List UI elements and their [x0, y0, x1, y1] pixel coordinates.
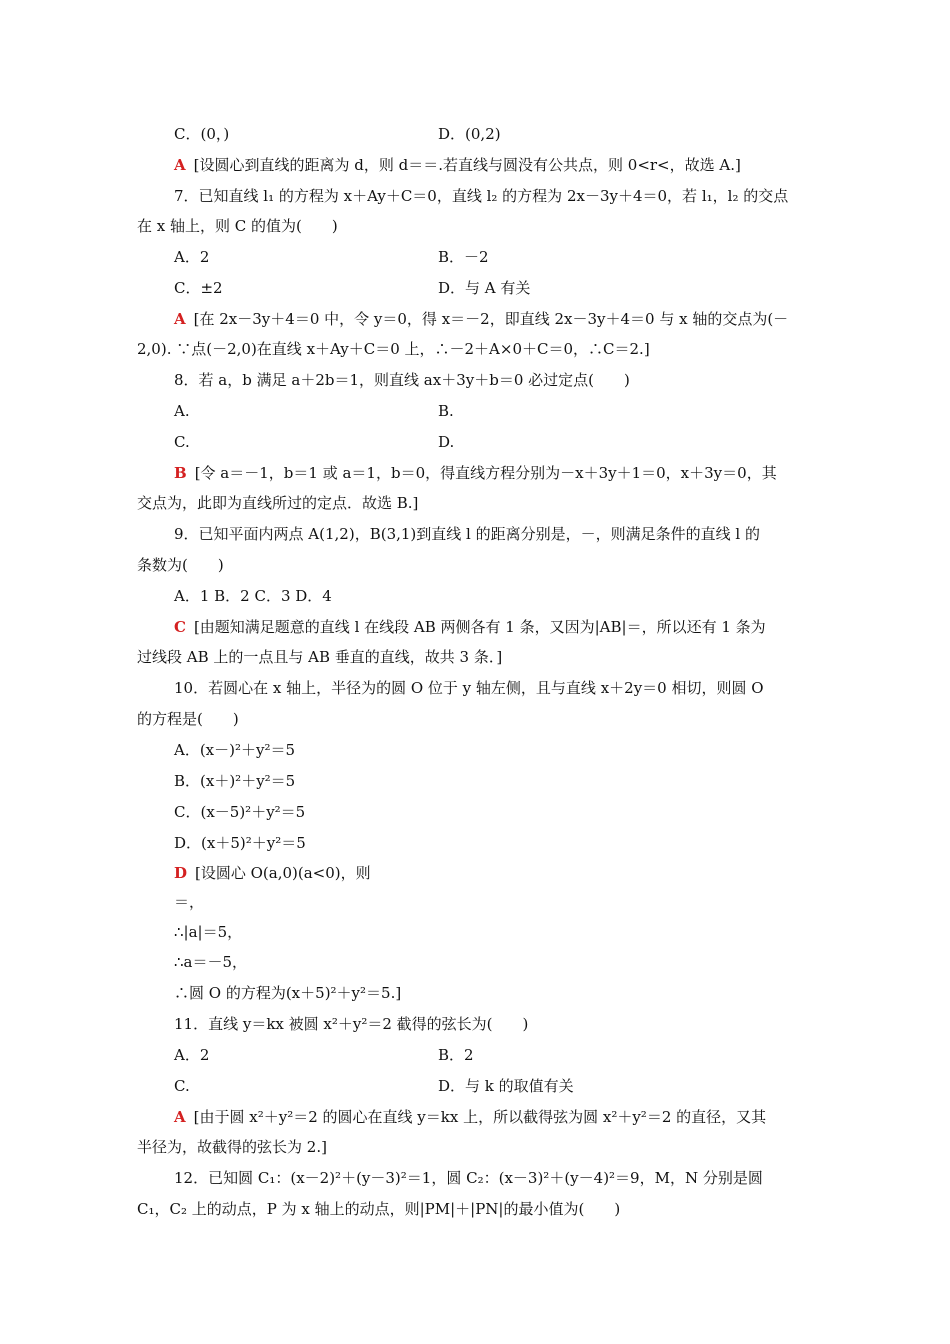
line-text: A．2 — [174, 1046, 210, 1064]
line-text: C. — [174, 433, 190, 451]
line-text: C．(0，) — [174, 125, 230, 143]
line-text: [在 2x－3y＋4＝0 中，令 y＝0，得 x＝－2，即直线 2x－3y＋4＝0 与 x 轴的交点为(－ — [193, 310, 789, 328]
answer-letter: D — [174, 864, 188, 882]
text-line — [174, 1014, 528, 1034]
text-line — [137, 647, 502, 667]
answer-letter: A — [174, 156, 186, 174]
text-line — [174, 1045, 209, 1065]
text-line — [174, 983, 401, 1003]
line-text: ∴圆 O 的方程为(x＋5)²＋y²＝5.] — [174, 984, 402, 1002]
line-text: ∴a＝－5， — [174, 953, 248, 971]
text-line — [174, 952, 247, 972]
line-text: [设圆心 O(a,0)(a<0)，则 — [195, 864, 371, 882]
answer-line — [174, 309, 788, 329]
answer-line — [174, 1107, 766, 1127]
answer-letter: A — [174, 310, 186, 328]
line-text: A. — [174, 402, 190, 420]
text-line — [174, 1076, 190, 1096]
text-line — [174, 833, 306, 853]
line-text: 在 x 轴上，则 C 的值为( ) — [137, 217, 338, 235]
line-text: C. — [174, 1077, 190, 1095]
text-line — [137, 709, 239, 729]
line-text: 2,0). ∵点(－2,0)在直线 x＋Ay＋C＝0 上，∴－2＋A×0＋C＝0，∴C＝2.] — [137, 340, 650, 358]
line-text: D．与 k 的取值有关 — [438, 1077, 574, 1095]
line-text: A．1 B．2 C．3 D．4 — [174, 587, 332, 605]
text-line — [137, 1137, 327, 1157]
text-line — [174, 892, 204, 912]
text-line — [438, 124, 501, 144]
text-line — [438, 1045, 474, 1065]
text-line — [174, 370, 630, 390]
text-line — [438, 1076, 574, 1096]
answer-line — [174, 463, 777, 483]
text-line — [438, 278, 530, 298]
line-text: 9．已知平面内两点 A(1,2)，B(3,1)到直线 l 的距离分别是，－，则满足条件的直线 l 的 — [174, 525, 760, 543]
answer-letter: A — [174, 1108, 186, 1126]
line-text: 交点为，此即为直线所过的定点．故选 B.] — [137, 494, 419, 512]
text-line — [174, 922, 242, 942]
text-line — [174, 586, 332, 606]
line-text: ∴|a|＝5， — [174, 923, 243, 941]
answer-letter: B — [174, 464, 187, 482]
line-text: D. — [438, 433, 455, 451]
line-text: [设圆心到直线的距离为 d，则 d＝＝.若直线与圆没有公共点，则 0<r<，故选 A.] — [193, 156, 741, 174]
line-text: B．－2 — [438, 248, 489, 266]
line-text: 半径为，故截得的弦长为 2.] — [137, 1138, 327, 1156]
text-line — [438, 432, 454, 452]
answer-letter: C — [174, 618, 186, 636]
line-text: C．(x－5)²＋y²＝5 — [174, 803, 306, 821]
line-text: A．2 — [174, 248, 210, 266]
line-text: 的方程是( ) — [137, 710, 239, 728]
line-text: 条数为( ) — [137, 556, 224, 574]
line-text: 过线段 AB 上的一点且与 AB 垂直的直线，故共 3 条．] — [137, 648, 503, 666]
text-line — [137, 216, 338, 236]
text-line — [174, 278, 223, 298]
text-line — [438, 401, 454, 421]
text-line — [174, 771, 295, 791]
text-line — [137, 555, 224, 575]
line-text: A．(x－)²＋y²＝5 — [174, 741, 296, 759]
line-text: 10．若圆心在 x 轴上，半径为的圆 O 位于 y 轴左侧，且与直线 x＋2y＝0 相切，则圆 O — [174, 679, 764, 697]
line-text: B．2 — [438, 1046, 474, 1064]
text-line — [137, 493, 418, 513]
text-line — [174, 186, 788, 206]
line-text: 8．若 a，b 满足 a＋2b＝1，则直线 ax＋3y＋b＝0 必过定点( ) — [174, 371, 630, 389]
text-line — [174, 524, 760, 544]
line-text: 12．已知圆 C₁：(x－2)²＋(y－3)²＝1，圆 C₂：(x－3)²＋(y－4)²＝9，M，N 分别是圆 — [174, 1169, 763, 1187]
line-text: B．(x＋)²＋y²＝5 — [174, 772, 296, 790]
text-line — [137, 1199, 620, 1219]
line-text: [令 a＝－1，b＝1 或 a＝1，b＝0，得直线方程分别为－x＋3y＋1＝0，x＋3y＝0，其 — [194, 464, 777, 482]
text-line — [137, 339, 650, 359]
answer-line — [174, 617, 766, 637]
line-text: C₁，C₂ 上的动点，P 为 x 轴上的动点，则|PM|＋|PN|的最小值为( ) — [137, 1200, 621, 1218]
text-line — [174, 401, 190, 421]
line-text: [由于圆 x²＋y²＝2 的圆心在直线 y＝kx 上，所以截得弦为圆 x²＋y²＝2 的直径，又其 — [193, 1108, 767, 1126]
line-text: [由题知满足题意的直线 l 在线段 AB 两侧各有 1 条，又因为|AB|＝，所以还有 1 条为 — [193, 618, 766, 636]
answer-line — [174, 863, 371, 883]
line-text: D．(x＋5)²＋y²＝5 — [174, 834, 306, 852]
line-text: B. — [438, 402, 454, 420]
line-text: 11．直线 y＝kx 被圆 x²＋y²＝2 截得的弦长为( ) — [174, 1015, 529, 1033]
line-text: C．±2 — [174, 279, 223, 297]
answer-line — [174, 155, 741, 175]
text-line — [438, 247, 489, 267]
line-text: 7．已知直线 l₁ 的方程为 x＋Ay＋C＝0，直线 l₂ 的方程为 2x－3y＋4＝0，若 l₁，l₂ 的交点 — [174, 187, 789, 205]
text-line — [174, 678, 764, 698]
text-line — [174, 247, 209, 267]
line-text: D．与 A 有关 — [438, 279, 531, 297]
text-line — [174, 1168, 763, 1188]
text-line — [174, 124, 229, 144]
line-text: D．(0,2) — [438, 125, 501, 143]
text-line — [174, 432, 190, 452]
text-line — [174, 740, 295, 760]
text-line — [174, 802, 305, 822]
line-text: ＝， — [174, 893, 205, 911]
